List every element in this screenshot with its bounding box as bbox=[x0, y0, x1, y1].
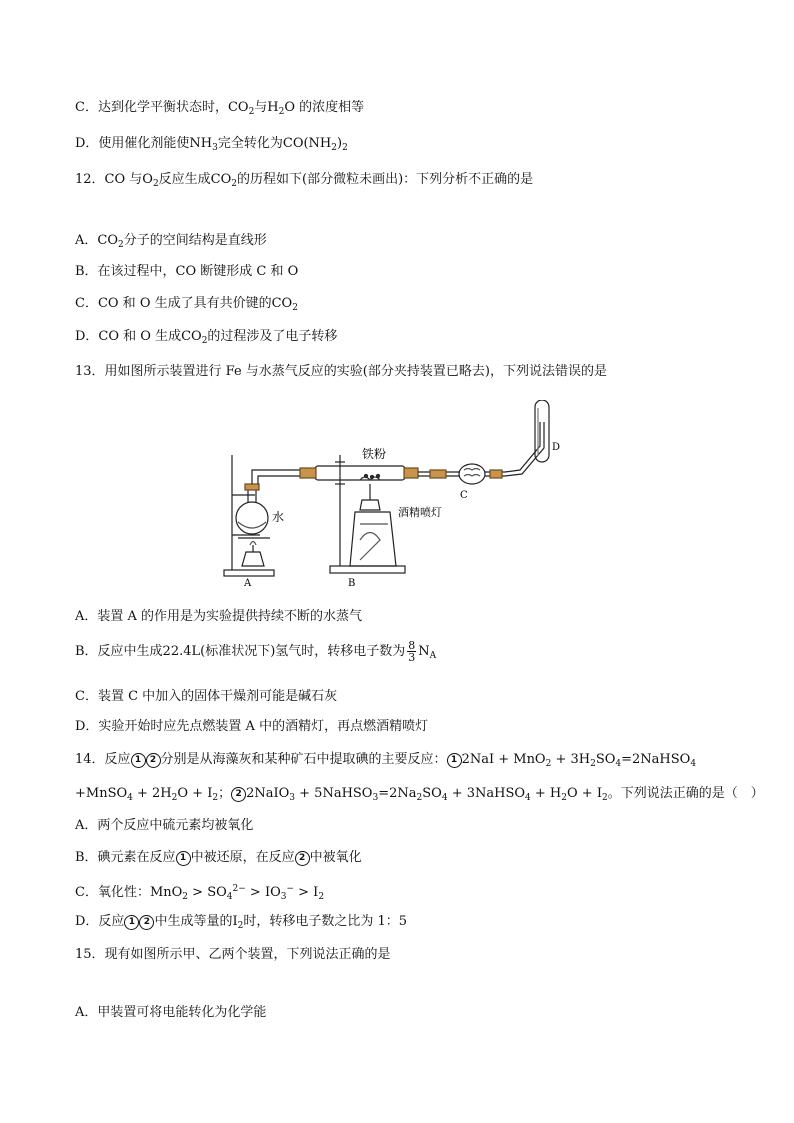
q15-option-a: A．甲装置可将电能转化为化学能 bbox=[75, 1005, 267, 1020]
q11-option-d: D．使用催化剂能使$NH_3$完全转化为$CO(NH_2)_2$ bbox=[75, 136, 348, 153]
q14-option-d: D．反应 1 2 中生成等量的$I_2$时，转移电子数之比为 1：5 bbox=[75, 914, 407, 931]
q13-stem: 13．用如图所示装置进行 Fe 与水蒸气反应的实验(部分夹持装置已略去)，下列说法错误的是 bbox=[75, 364, 607, 379]
fe-steam-apparatus-figure bbox=[220, 400, 580, 590]
label-a: A bbox=[244, 578, 252, 589]
fraction-8-3: $\frac{8}{3}$ bbox=[408, 639, 416, 664]
q11-option-c: C．达到化学平衡状态时，$CO_2$与$H_2O$ 的浓度相等 bbox=[75, 100, 365, 117]
q14-option-a: A．两个反应中硫元素均被氧化 bbox=[75, 818, 254, 833]
label-b: B bbox=[348, 578, 356, 589]
q14-option-c: C．氧化性：$MnO_2 > SO_4^{2-} > IO_3^- > I_2$ bbox=[75, 884, 325, 902]
q13-option-a: A．装置 A 的作用是为实验提供持续不断的水蒸气 bbox=[75, 609, 363, 624]
q12-option-d: D．CO 和 O 生成$CO_2$的过程涉及了电子转移 bbox=[75, 329, 338, 346]
label-water: 水 bbox=[272, 510, 285, 524]
q12-option-b: B．在该过程中，CO 断键形成 C 和 O bbox=[75, 264, 299, 279]
label-alcohol-blast-lamp: 酒精喷灯 bbox=[398, 506, 442, 519]
label-c: C bbox=[460, 490, 468, 501]
q13-option-c: C．装置 C 中加入的固体干燥剂可能是碱石灰 bbox=[75, 689, 338, 704]
q13-option-b: B．反应中生成22.4L(标准状况下)氢气时，转移电子数为 $\frac{8}{3}$ $N_A$ bbox=[75, 639, 437, 664]
q12-option-c: C．CO 和 O 生成了具有共价键的$CO_2$ bbox=[75, 296, 298, 313]
q14-stem-line2: +MnSO$_4$ + $2H_2O + I_2$； 2 2NaIO$_3$ + $5NaHSO_3=2Na_2SO_4$ + 3NaHSO$_4$ + $H_2O + I_2$。下列说法正确的是（ ） bbox=[75, 786, 764, 803]
label-iron-powder: 铁粉 bbox=[362, 447, 387, 461]
label-d: D bbox=[552, 442, 561, 453]
q12-stem: 12．CO 与$O_2$反应生成$CO_2$的历程如下(部分微粒未画出)：下列分析不正确的是 bbox=[75, 172, 534, 189]
q13-option-d: D．实验开始时应先点燃装置 A 中的酒精灯，再点燃酒精喷灯 bbox=[75, 719, 429, 734]
q14-option-b: B．碘元素在反应 1 中被还原，在反应 2 中被氧化 bbox=[75, 850, 362, 865]
q14-stem-line1: 14．反应 1 2 分别是从海藻灰和某种矿石中提取碘的主要反应： 1 $2NaI + MnO_2 + 3H_2SO_4=2NaHSO_4$ bbox=[75, 752, 697, 769]
q12-option-a: A．$CO_2$分子的空间结构是直线形 bbox=[75, 233, 267, 250]
q15-stem: 15．现有如图所示甲、乙两个装置，下列说法正确的是 bbox=[75, 947, 391, 962]
